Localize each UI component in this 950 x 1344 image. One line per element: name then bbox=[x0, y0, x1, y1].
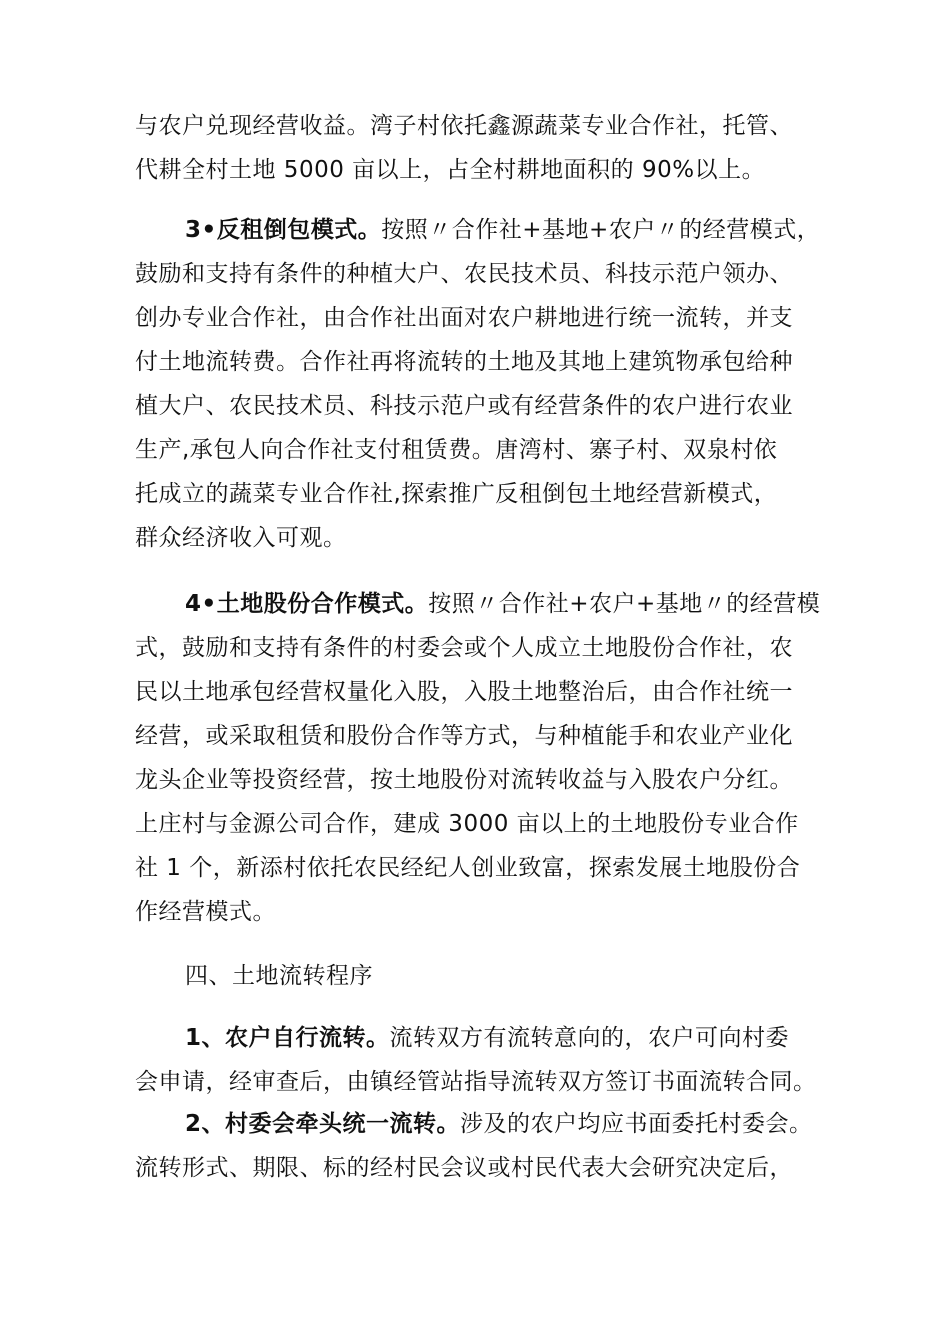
text-line: 代耕全村土地 5000 亩以上，占全村耕地面积的 90%以上。 bbox=[135, 157, 766, 183]
text-line: 式，鼓励和支持有条件的村委会或个人成立土地股份合作社，农 bbox=[135, 635, 793, 661]
text-line: 群众经济收入可观。 bbox=[135, 525, 347, 551]
text-line: 鼓励和支持有条件的种植大户、农民技术员、科技示范户领办、 bbox=[135, 261, 793, 287]
section-heading: 4•土地股份合作模式。 bbox=[185, 591, 429, 617]
text-line: 民以土地承包经营权量化入股，入股土地整治后，由合作社统一 bbox=[135, 679, 793, 705]
text-line: 社 1 个，新添村依托农民经纪人创业致富，探索发展土地股份合 bbox=[135, 855, 801, 881]
paragraph-farmer-self-transfer bbox=[135, 1016, 825, 1104]
text-line: 创办专业合作社，由合作社出面对农户耕地进行统一流转，并支 bbox=[135, 305, 793, 331]
text-line: 上庄村与金源公司合作，建成 3000 亩以上的土地股份专业合作 bbox=[135, 811, 799, 837]
paragraph-village-committee-transfer bbox=[135, 1102, 825, 1190]
text-line: 经营，或采取租赁和股份合作等方式，与种植能手和农业产业化 bbox=[135, 723, 793, 749]
text-line bbox=[135, 208, 825, 252]
text-run: 按照〃合作社+农户+基地〃的经营模 bbox=[428, 591, 821, 617]
text-line bbox=[135, 1102, 825, 1146]
section-heading: 2、村委会牵头统一流转。 bbox=[185, 1111, 461, 1137]
section-title-land-transfer-procedure bbox=[135, 954, 825, 998]
text-line: 与农户兑现经营收益。湾子村依托鑫源蔬菜专业合作社，托管、 bbox=[135, 113, 793, 139]
text-line: 会申请，经审查后，由镇经管站指导流转双方签订书面流转合同。 bbox=[135, 1069, 817, 1095]
paragraph-land-trusteeship bbox=[135, 104, 825, 192]
text-line: 流转形式、期限、标的经村民会议或村民代表大会研究决定后， bbox=[135, 1155, 793, 1181]
text-run: 按照〃合作社+基地+农户〃的经营模式， bbox=[381, 217, 821, 243]
text-line: 付土地流转费。合作社再将流转的土地及其地上建筑物承包给种 bbox=[135, 349, 793, 375]
section-title: 四、土地流转程序 bbox=[185, 963, 373, 989]
text-line: 龙头企业等投资经营，按土地股份对流转收益与入股农户分红。 bbox=[135, 767, 793, 793]
text-line: 托成立的蔬菜专业合作社,探索推广反租倒包土地经营新模式， bbox=[135, 481, 778, 507]
section-heading: 1、农户自行流转。 bbox=[185, 1025, 390, 1051]
section-heading: 3•反租倒包模式。 bbox=[185, 217, 382, 243]
paragraph-reverse-lease-model bbox=[135, 208, 825, 560]
paragraph-land-share-cooperative-model bbox=[135, 582, 825, 934]
text-run: 流转双方有流转意向的，农户可向村委 bbox=[389, 1025, 790, 1051]
text-run: 涉及的农户均应书面委托村委会。 bbox=[460, 1111, 813, 1137]
text-line bbox=[135, 582, 825, 626]
text-line: 生产,承包人向合作社支付租赁费。唐湾村、寨子村、双泉村依 bbox=[135, 437, 778, 463]
text-line: 植大户、农民技术员、科技示范户或有经营条件的农户进行农业 bbox=[135, 393, 793, 419]
text-line: 作经营模式。 bbox=[135, 899, 276, 925]
text-line bbox=[135, 1016, 825, 1060]
